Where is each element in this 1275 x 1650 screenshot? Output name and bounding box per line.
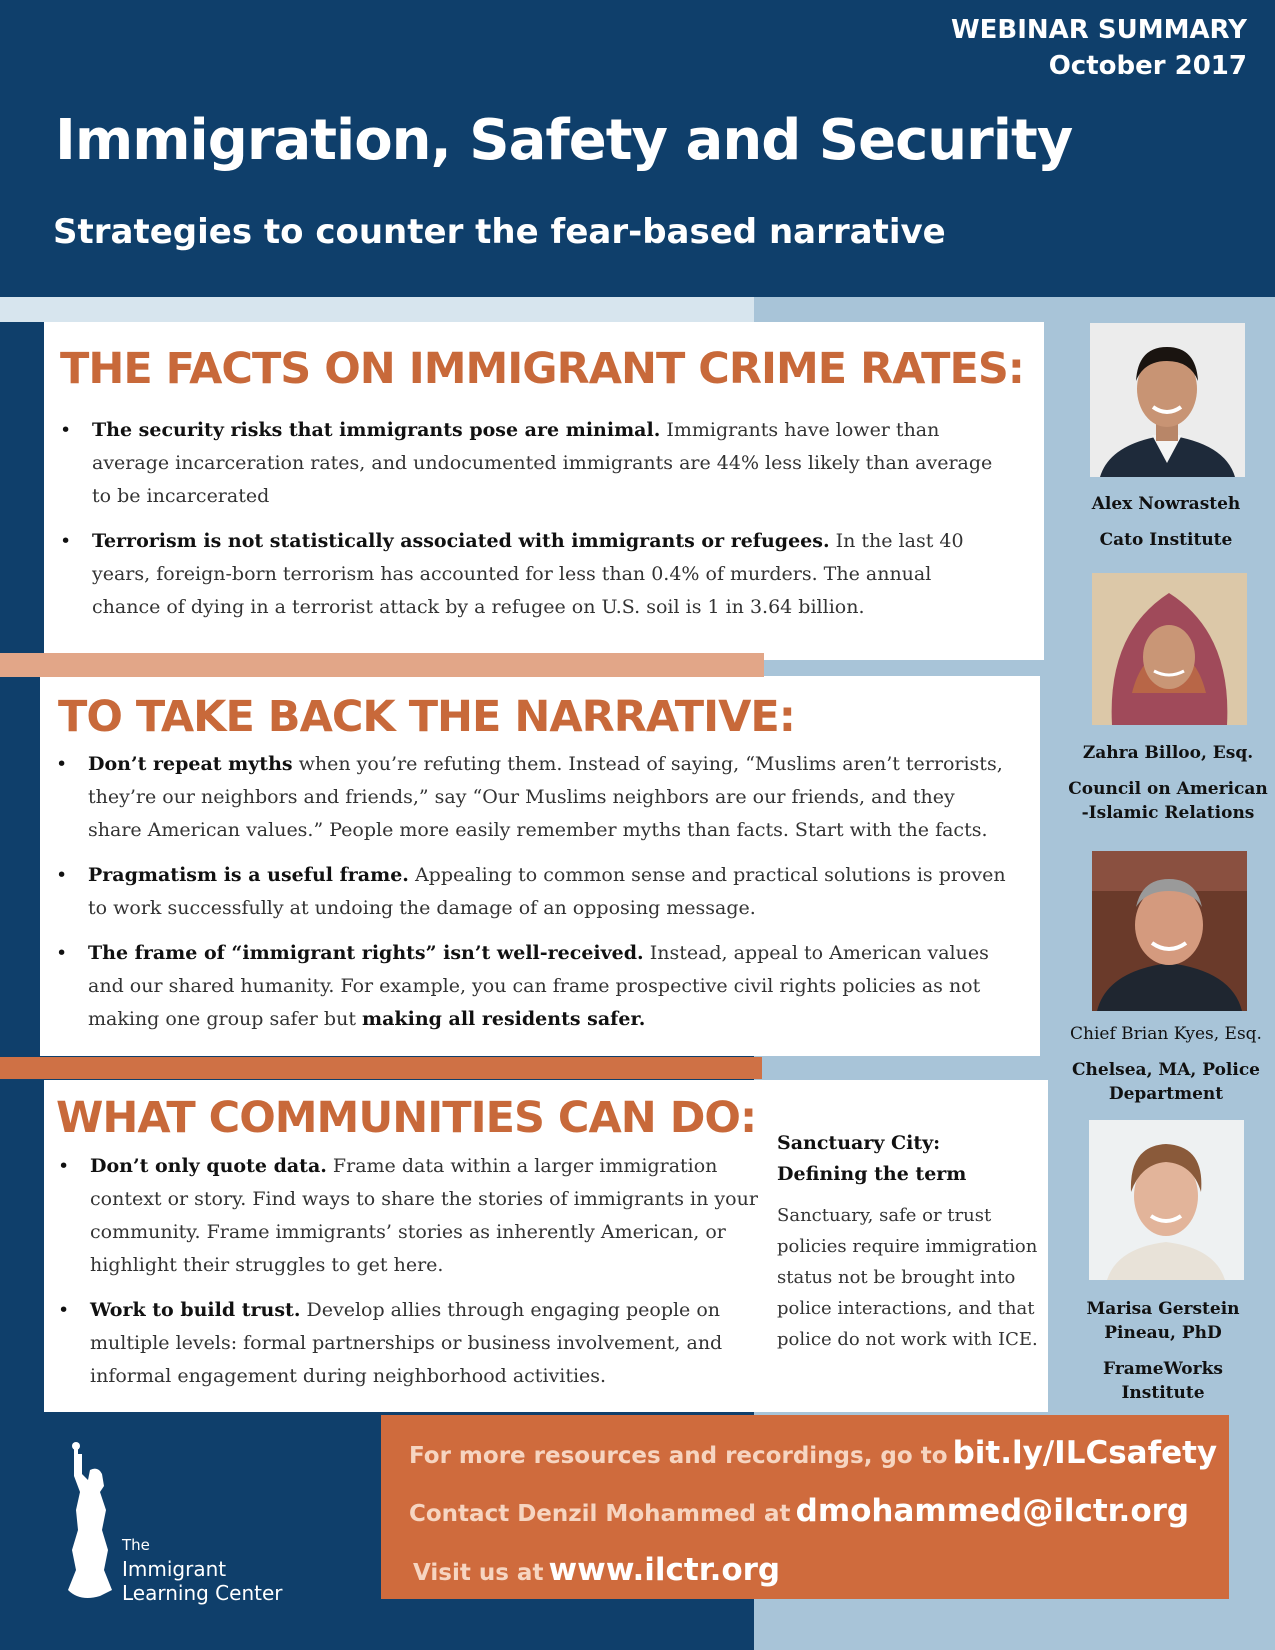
- facts-list: [50, 414, 1000, 636]
- contact-label: Contact Denzil Mohammed at: [409, 1501, 791, 1527]
- speaker-org-line2: -Islamic Relations: [1081, 803, 1255, 823]
- list-item: • Pragmatism is a useful frame. Appealing to common sense and practical solutions is proven to work successfully at undoing the damage of an opposing message.: [46, 859, 1006, 925]
- logo-wordmark: [122, 1533, 283, 1605]
- list-item: • Don’t repeat myths when you’re refuting them. Instead of saying, “Muslims aren’t terrorists, they’re our neighbors and friends,” say “Our Muslims neighbors are our friends, and they share American values.” People more easily remember myths than facts. Start with the facts.: [46, 748, 1006, 847]
- speaker-name: Chief Brian Kyes, Esq.: [1070, 1024, 1262, 1044]
- speaker-org-line1: Chelsea, MA, Police: [1072, 1060, 1260, 1080]
- page-subtitle: Strategies to counter the fear-based narrative: [53, 212, 946, 252]
- list-item: • Terrorism is not statistically associated with immigrants or refugees. In the last 40 years, foreign-born terrorism has accounted for less than 0.4% of murders. The annual chance of dying in a terrorist attack by a refugee on U.S. soil is 1 in 3.64 billion.: [50, 525, 1000, 624]
- logo-line1: The: [122, 1536, 150, 1554]
- speaker-caption-4: [1063, 1297, 1263, 1405]
- speaker-org: [1068, 777, 1268, 825]
- logo-line3: Learning Center: [122, 1581, 283, 1605]
- list-item: • The frame of “immigrant rights” isn’t well-received. Instead, appeal to American values and our shared humanity. For example, you can frame prospective civil rights policies as not making one group safer but making all residents safer.: [46, 937, 1006, 1036]
- website-link[interactable]: www.ilctr.org: [548, 1552, 781, 1588]
- speaker-name: Zahra Billoo, Esq.: [1082, 743, 1254, 763]
- list-item: • Work to build trust. Develop allies through engaging people on multiple levels: formal partnerships or business involvement, and informal engagement during neighborhood activities.: [48, 1294, 758, 1393]
- list-item: • The security risks that immigrants pose are minimal. Immigrants have lower than average incarceration rates, and undocumented immigrants are 44% less likely than average to be incarcerated: [50, 414, 1000, 513]
- speaker-name: [1063, 1297, 1263, 1345]
- webinar-date: October 2017: [1048, 51, 1247, 81]
- speaker-org-line2: Department: [1108, 1084, 1224, 1104]
- speaker-photo-billoo: [1092, 573, 1247, 725]
- speaker-photo-kyes: [1092, 851, 1247, 1011]
- sanctuary-title: [777, 1128, 1045, 1190]
- sanctuary-title-line2: Defining the term: [777, 1163, 967, 1185]
- page-title: Immigration, Safety and Security: [55, 108, 1073, 173]
- contact-line: [409, 1493, 1189, 1529]
- speaker-caption-2: [1068, 741, 1268, 825]
- light-strip: [0, 297, 754, 322]
- divider-bar-orange: [0, 1057, 762, 1079]
- speaker-org: [1063, 1357, 1263, 1405]
- list-item: • Don’t only quote data. Frame data within a larger immigration context or story. Find ways to share the stories of immigrants in your community. Frame immigrants’ stories as inherently American, or highlight their struggles to get here.: [48, 1150, 758, 1282]
- visit-label: Visit us at: [413, 1560, 544, 1586]
- sanctuary-sidebar: [777, 1128, 1045, 1355]
- speaker-caption-3: [1066, 1022, 1266, 1106]
- speaker-org-line1: Council on American: [1068, 779, 1268, 799]
- speaker-photo-nowrasteh: [1090, 323, 1245, 477]
- speaker-caption-1: [1066, 492, 1266, 552]
- resources-callout: [381, 1415, 1229, 1599]
- resources-link[interactable]: bit.ly/ILCsafety: [952, 1435, 1218, 1471]
- sanctuary-body: Sanctuary, safe or trust policies require immigration status not be brought into police interactions, and that police do not work with ICE.: [777, 1205, 1038, 1350]
- resources-line: [409, 1435, 1217, 1471]
- webinar-label: [951, 12, 1247, 84]
- speaker-org-line2: Institute: [1121, 1383, 1205, 1403]
- divider-bar-peach: [0, 653, 764, 677]
- visit-line: [413, 1552, 780, 1588]
- speaker-org: Cato Institute: [1099, 530, 1233, 550]
- communities-list: [48, 1150, 758, 1405]
- narrative-list: [46, 748, 1006, 1048]
- resources-label: For more resources and recordings, go to: [409, 1443, 948, 1469]
- speaker-photo-gerstein: [1089, 1120, 1244, 1280]
- logo-line2: Immigrant: [122, 1557, 227, 1581]
- narrative-heading: TO TAKE BACK THE NARRATIVE:: [58, 692, 795, 742]
- speaker-name: Alex Nowrasteh: [1091, 494, 1241, 514]
- sanctuary-title-line1: Sanctuary City:: [777, 1132, 941, 1154]
- speaker-name-line1: Marisa Gerstein: [1086, 1299, 1240, 1319]
- speaker-org: [1066, 1058, 1266, 1106]
- communities-heading: WHAT COMMUNITIES CAN DO:: [56, 1093, 757, 1143]
- speaker-name-line2: Pineau, PhD: [1104, 1323, 1222, 1343]
- speaker-org-line1: FrameWorks: [1103, 1359, 1223, 1379]
- webinar-type: WEBINAR SUMMARY: [950, 15, 1247, 45]
- contact-email-link[interactable]: dmohammed@ilctr.org: [795, 1493, 1190, 1529]
- header-banner: [0, 0, 1275, 297]
- facts-heading: THE FACTS ON IMMIGRANT CRIME RATES:: [60, 344, 1024, 394]
